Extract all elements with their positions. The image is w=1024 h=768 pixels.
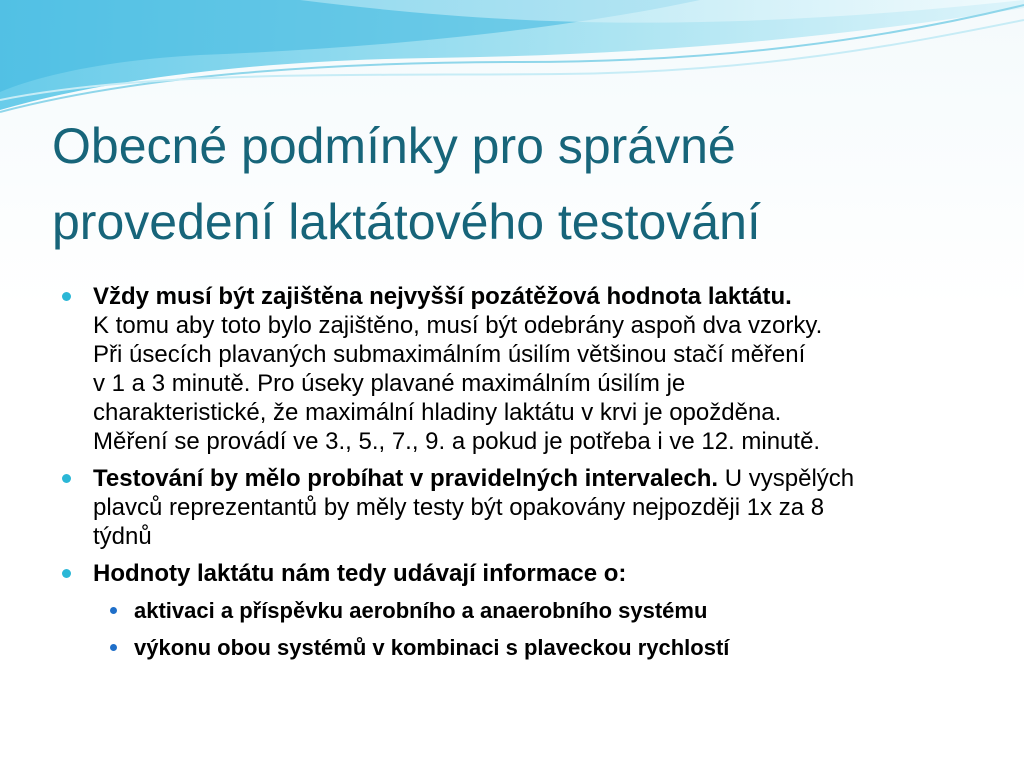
- bullet-2-line-2: týdnů: [93, 523, 152, 550]
- bullet-2-line-1: plavců reprezentantů by měly testy být opakovány nejpozději 1x za 8: [93, 494, 825, 521]
- bullet-1-line-2: Při úsecích plavaných submaximálním úsilím většinou stačí měření: [93, 341, 806, 368]
- bullet-dot-icon: [62, 569, 71, 578]
- bullet-1-line-3: v 1 a 3 minutě. Pro úseky plavané maximálním úsilím je: [93, 370, 686, 397]
- title-line-1: Obecné podmínky pro správné: [52, 118, 736, 174]
- bullet-1-line-4: charakteristické, že maximální hladiny laktátu v krvi je opožděna.: [93, 399, 782, 426]
- bullet-item-2: [60, 464, 980, 551]
- sub-bullet-item-1: [60, 596, 980, 625]
- title-line-2: provedení laktátového testování: [52, 194, 761, 250]
- bullet-dot-icon: [62, 292, 71, 301]
- bullet-3-bold: Hodnoty laktátu nám tedy udávají informace o:: [93, 560, 627, 587]
- sub-bullet-1-text: aktivaci a příspěvku aerobního a anaerobního systému: [134, 598, 708, 623]
- bullet-2-bold: Testování by mělo probíhat v pravidelných intervalech.: [93, 465, 719, 492]
- slide-content: [60, 282, 980, 670]
- bullet-2-inline: U vyspělých: [718, 465, 855, 492]
- sub-bullet-dot-icon: [110, 644, 117, 651]
- sub-bullet-2-text: výkonu obou systémů v kombinaci s plaveckou rychlostí: [134, 635, 730, 660]
- bullet-item-1: [60, 282, 980, 456]
- sub-bullet-item-2: [60, 633, 980, 662]
- slide-title: [52, 108, 992, 260]
- bullet-1-line-1: K tomu aby toto bylo zajištěno, musí být odebrány aspoň dva vzorky.: [93, 312, 823, 339]
- bullet-1-line-5: Měření se provádí ve 3., 5., 7., 9. a pokud je potřeba i ve 12. minutě.: [93, 428, 821, 455]
- bullet-dot-icon: [62, 474, 71, 483]
- bullet-item-3: [60, 559, 980, 588]
- header-wave-decoration: [0, 0, 1024, 115]
- sub-bullet-dot-icon: [110, 607, 117, 614]
- bullet-1-bold: Vždy musí být zajištěna nejvyšší pozátěžová hodnota laktátu.: [93, 283, 792, 310]
